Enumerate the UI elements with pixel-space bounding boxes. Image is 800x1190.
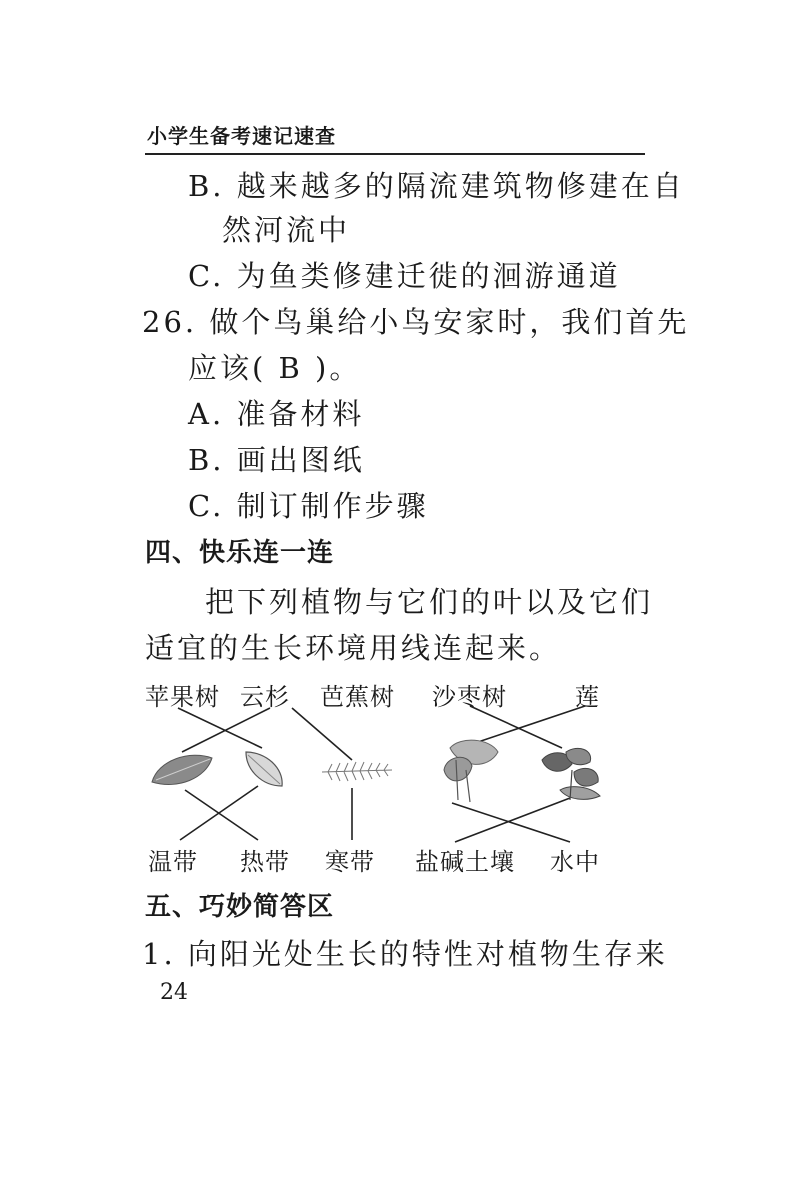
env-label-water: 水中 xyxy=(550,848,600,876)
plant-label-apple-tree: 苹果树 xyxy=(145,683,220,711)
lotus-plant-icon xyxy=(542,748,600,800)
q26-stem-line2: 应该( B )。 xyxy=(188,351,362,385)
env-label-cold: 寒带 xyxy=(325,848,375,876)
line-plant-to-saline xyxy=(455,798,570,842)
plant-label-lotus: 莲 xyxy=(575,683,600,711)
q26-option-b: B. 画出图纸 xyxy=(188,443,365,477)
section4-instruction-line2: 适宜的生长环境用线连起来。 xyxy=(145,631,562,665)
plant-label-banana-tree: 芭蕉树 xyxy=(320,683,395,711)
line-apple-to-leaf xyxy=(178,708,262,748)
line-lotus-to-plant xyxy=(478,706,585,742)
connection-lines xyxy=(178,706,585,842)
page-number: 24 xyxy=(160,980,188,1005)
line-banana-to-leaf xyxy=(292,708,352,760)
env-label-tropics: 热带 xyxy=(240,848,290,876)
env-label-temperate: 温带 xyxy=(148,848,198,876)
needle-leaf-icon xyxy=(322,762,392,781)
q26-stem-line1: 26. 做个鸟巢给小鸟安家时，我们首先 xyxy=(142,305,690,339)
jujube-plant-icon xyxy=(444,740,498,802)
q25-option-b-line2: 然河流中 xyxy=(222,213,351,247)
book-header-title: 小学生备考速记速查 xyxy=(147,124,336,148)
q26-option-c: C. 制订制作步骤 xyxy=(188,489,429,523)
q26-option-a: A. 准备材料 xyxy=(188,397,365,431)
section4-instruction-line1: 把下列植物与它们的叶以及它们 xyxy=(205,585,654,619)
section4-heading: 四、快乐连一连 xyxy=(145,538,335,568)
section5-heading: 五、巧妙简答区 xyxy=(145,892,335,922)
oval-leaf-icon xyxy=(246,752,282,786)
q25-option-c: C. 为鱼类修建迁徙的洄游通道 xyxy=(188,259,621,293)
line-leaf-to-tropics xyxy=(185,790,258,840)
q25-option-b-line1: B. 越来越多的隔流建筑物修建在自 xyxy=(188,169,685,203)
plant-label-spruce: 云杉 xyxy=(240,683,290,711)
round-leaf-icon xyxy=(152,755,212,784)
plant-label-oleaster: 沙枣树 xyxy=(432,683,507,711)
env-label-saline-soil: 盐碱土壤 xyxy=(415,848,515,876)
section5-question1-line1: 1. 向阳光处生长的特性对植物生存来 xyxy=(142,937,668,971)
